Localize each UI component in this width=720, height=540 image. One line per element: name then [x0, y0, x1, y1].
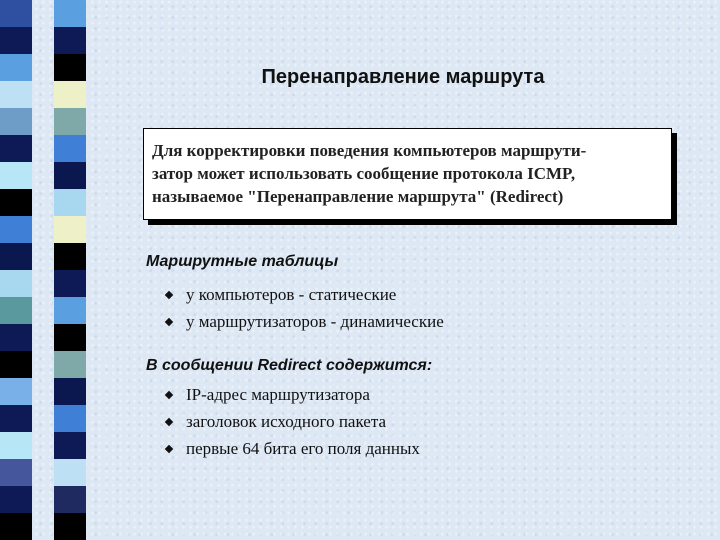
stripe-segment [54, 432, 86, 459]
definition-text [152, 139, 667, 208]
list-item [162, 435, 420, 462]
stripe-segment [54, 135, 86, 162]
diamond-bullet-icon [165, 290, 173, 298]
list-item [162, 408, 420, 435]
list-item-text: IP-адрес маршрутизатора [186, 384, 370, 404]
stripe-segment [54, 108, 86, 135]
stripe-column-left [0, 0, 32, 540]
definition-line: Для корректировки поведения компьютеров маршрути- [152, 141, 587, 160]
list-item-text: у компьютеров - статические [186, 284, 397, 304]
stripe-segment [54, 189, 86, 216]
list-item [162, 308, 444, 335]
stripe-segment [54, 513, 86, 540]
stripe-segment [0, 324, 32, 351]
stripe-segment [54, 486, 86, 513]
definition-line: называемое "Перенаправление маршрута" (Redirect) [152, 187, 564, 206]
section-heading-routing-tables: Маршрутные таблицы [146, 253, 339, 270]
stripe-segment [54, 378, 86, 405]
stripe-segment [0, 351, 32, 378]
stripe-segment [54, 27, 86, 54]
stripe-segment [0, 513, 32, 540]
stripe-segment [54, 243, 86, 270]
stripe-column-right [54, 0, 86, 540]
list-item-text: первые 64 бита его поля данных [186, 438, 420, 458]
stripe-segment [0, 432, 32, 459]
stripe-segment [0, 378, 32, 405]
stripe-segment [0, 108, 32, 135]
definition-line: затор может использовать сообщение протокола ICMP, [152, 164, 576, 183]
section-heading-redirect-contents: В сообщении Redirect содержится: [146, 357, 433, 374]
stripe-segment [54, 162, 86, 189]
stripe-segment [54, 0, 86, 27]
stripe-segment [54, 81, 86, 108]
stripe-segment [0, 297, 32, 324]
stripe-segment [54, 351, 86, 378]
stripe-segment [0, 135, 32, 162]
stripe-segment [0, 243, 32, 270]
list-item-text: у маршрутизаторов - динамические [186, 311, 444, 331]
stripe-segment [0, 27, 32, 54]
slide-title: Перенаправление маршрута [261, 66, 545, 88]
stripe-segment [54, 54, 86, 81]
stripe-segment [54, 297, 86, 324]
routing-tables-list [162, 281, 444, 335]
stripe-segment [0, 162, 32, 189]
stripe-segment [54, 405, 86, 432]
stripe-segment [54, 459, 86, 486]
diamond-bullet-icon [165, 417, 173, 425]
decorative-stripe-bar [0, 0, 86, 540]
list-item [162, 381, 420, 408]
stripe-segment [0, 81, 32, 108]
stripe-segment [54, 324, 86, 351]
list-item [162, 281, 444, 308]
stripe-segment [0, 54, 32, 81]
stripe-segment [0, 405, 32, 432]
diamond-bullet-icon [165, 390, 173, 398]
stripe-segment [54, 270, 86, 297]
stripe-segment [54, 216, 86, 243]
stripe-segment [0, 216, 32, 243]
diamond-bullet-icon [165, 444, 173, 452]
stripe-segment [0, 189, 32, 216]
stripe-segment [0, 270, 32, 297]
diamond-bullet-icon [165, 317, 173, 325]
redirect-contents-list [162, 381, 420, 462]
stripe-segment [0, 0, 32, 27]
list-item-text: заголовок исходного пакета [186, 411, 387, 431]
stripe-gap [32, 0, 54, 540]
stripe-segment [0, 486, 32, 513]
definition-box [143, 128, 672, 220]
stripe-segment [0, 459, 32, 486]
